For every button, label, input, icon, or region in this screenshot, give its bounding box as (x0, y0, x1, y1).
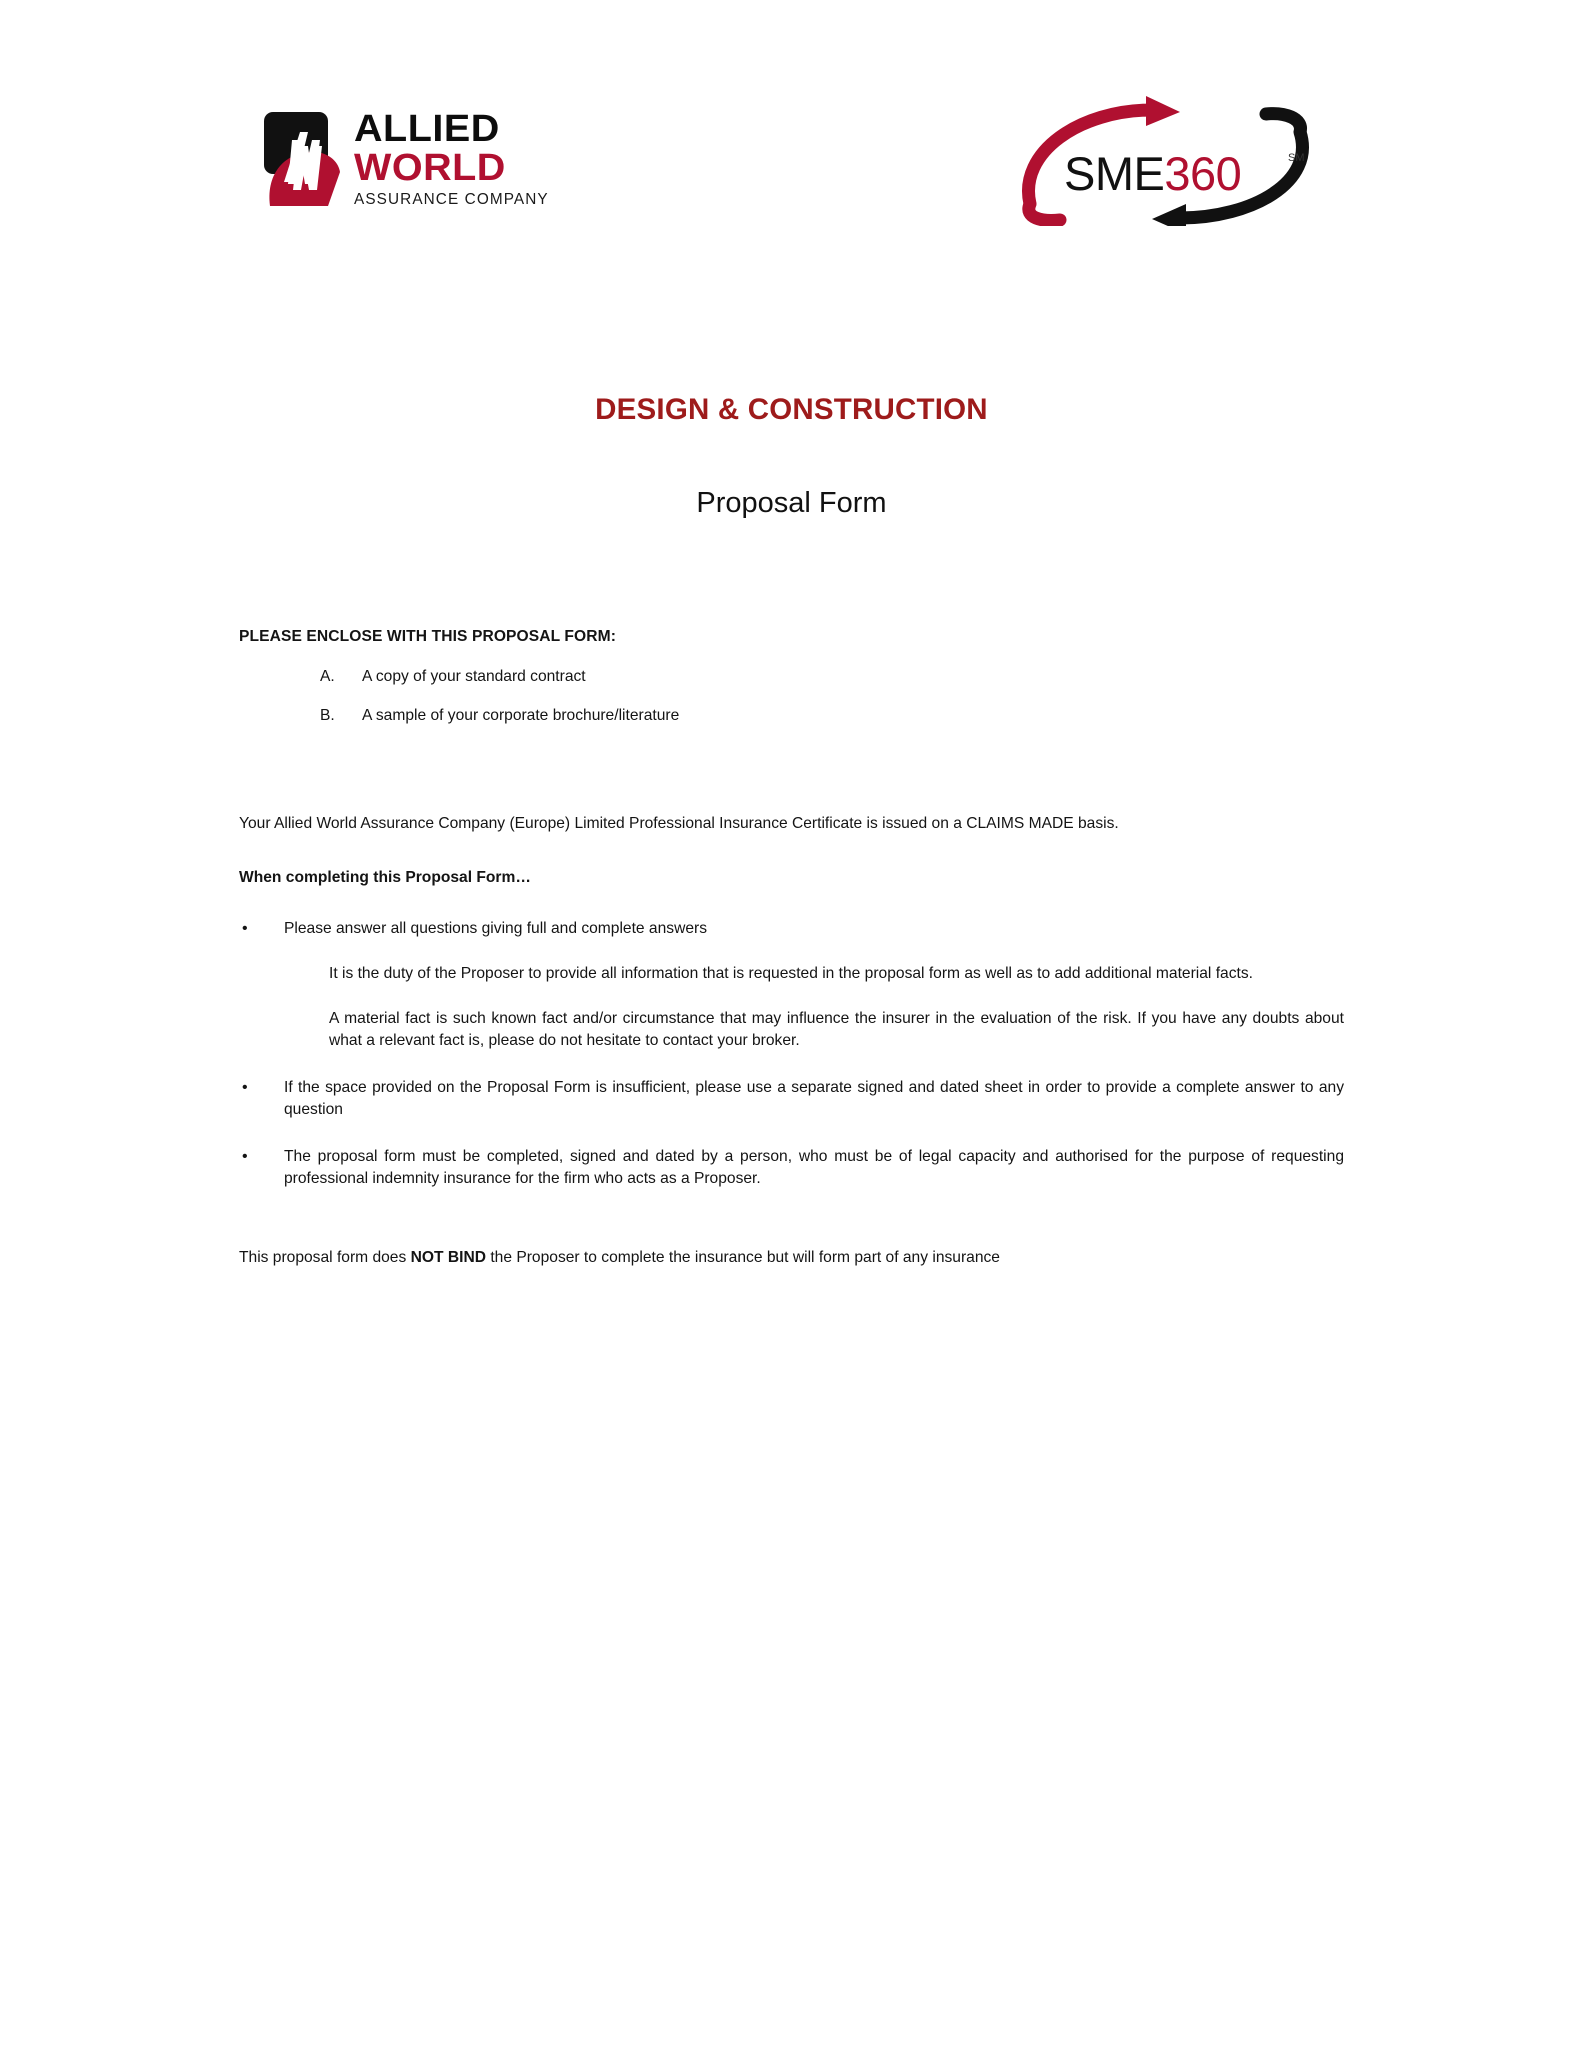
allied-world-line-world: WORLD (354, 147, 506, 189)
sme360-text-sme: SME (1064, 147, 1165, 200)
bullet-1-subparagraph-1: It is the duty of the Proposer to provide all information that is requested in the proposal form as well as to add additional material facts. (329, 965, 1253, 982)
claims-made-paragraph: Your Allied World Assurance Company (Europe) Limited Professional Insurance Certificate is issued on a CLAIMS MADE basis. (239, 815, 1119, 832)
list-item (239, 1146, 1344, 1190)
bullet-text-3: The proposal form must be completed, signed and dated by a person, who must be of legal capacity and authorised for the purpose of requesting professional indemnity insurance for the firm who acts as a Proposer. (284, 1148, 1344, 1187)
document-body (239, 626, 1344, 1269)
enclose-list (239, 666, 1344, 727)
enclose-marker-b: B. (320, 707, 335, 724)
page-subtitle: Proposal Form (696, 487, 887, 519)
page-title: DESIGN & CONSTRUCTION (595, 393, 988, 426)
bullet-icon: • (242, 1079, 248, 1096)
enclose-text-b: A sample of your corporate brochure/literature (362, 707, 680, 724)
sme360-text-360: 360 (1164, 147, 1242, 200)
closing-paragraph (239, 1247, 1344, 1269)
list-item (239, 666, 1344, 688)
sme360-logo (1000, 96, 1330, 226)
enclose-heading: PLEASE ENCLOSE WITH THIS PROPOSAL FORM: (239, 628, 617, 645)
completing-heading: When completing this Proposal Form… (239, 869, 531, 886)
bullet-icon: • (242, 1148, 248, 1165)
closing-bold-not-bind: NOT BIND (410, 1249, 486, 1266)
list-item (239, 705, 1344, 727)
allied-world-line-allied: ALLIED (354, 108, 500, 150)
bullet-text-2: If the space provided on the Proposal Form is insufficient, please use a separate signed and dated sheet in order to provide a complete answer to any question (284, 1079, 1344, 1118)
allied-world-mark-icon (262, 110, 344, 210)
closing-prefix: This proposal form does (239, 1249, 411, 1266)
completing-bullet-list (239, 918, 1344, 1190)
bullet-text-1: Please answer all questions giving full and complete answers (284, 920, 707, 937)
sme360-service-mark: SM (1288, 152, 1305, 164)
allied-world-logo (262, 110, 597, 215)
allied-world-line-assurance: ASSURANCE COMPANY (354, 191, 549, 208)
bullet-1-subparagraph-2: A material fact is such known fact and/or circumstance that may influence the insurer in the evaluation of the risk. If you have any doubts about what a relevant fact is, please do not hesitate to contact your broker. (329, 1010, 1344, 1049)
allied-world-wordmark (354, 110, 599, 210)
bullet-icon: • (242, 920, 248, 937)
closing-suffix: the Proposer to complete the insurance but will form part of any insurance (485, 1249, 1000, 1266)
enclose-text-a: A copy of your standard contract (362, 668, 586, 685)
list-item (239, 1077, 1344, 1121)
page-header (0, 0, 1583, 260)
list-item (239, 918, 1344, 1052)
enclose-marker-a: A. (320, 668, 335, 685)
sme360-wordmark (1064, 147, 1242, 200)
